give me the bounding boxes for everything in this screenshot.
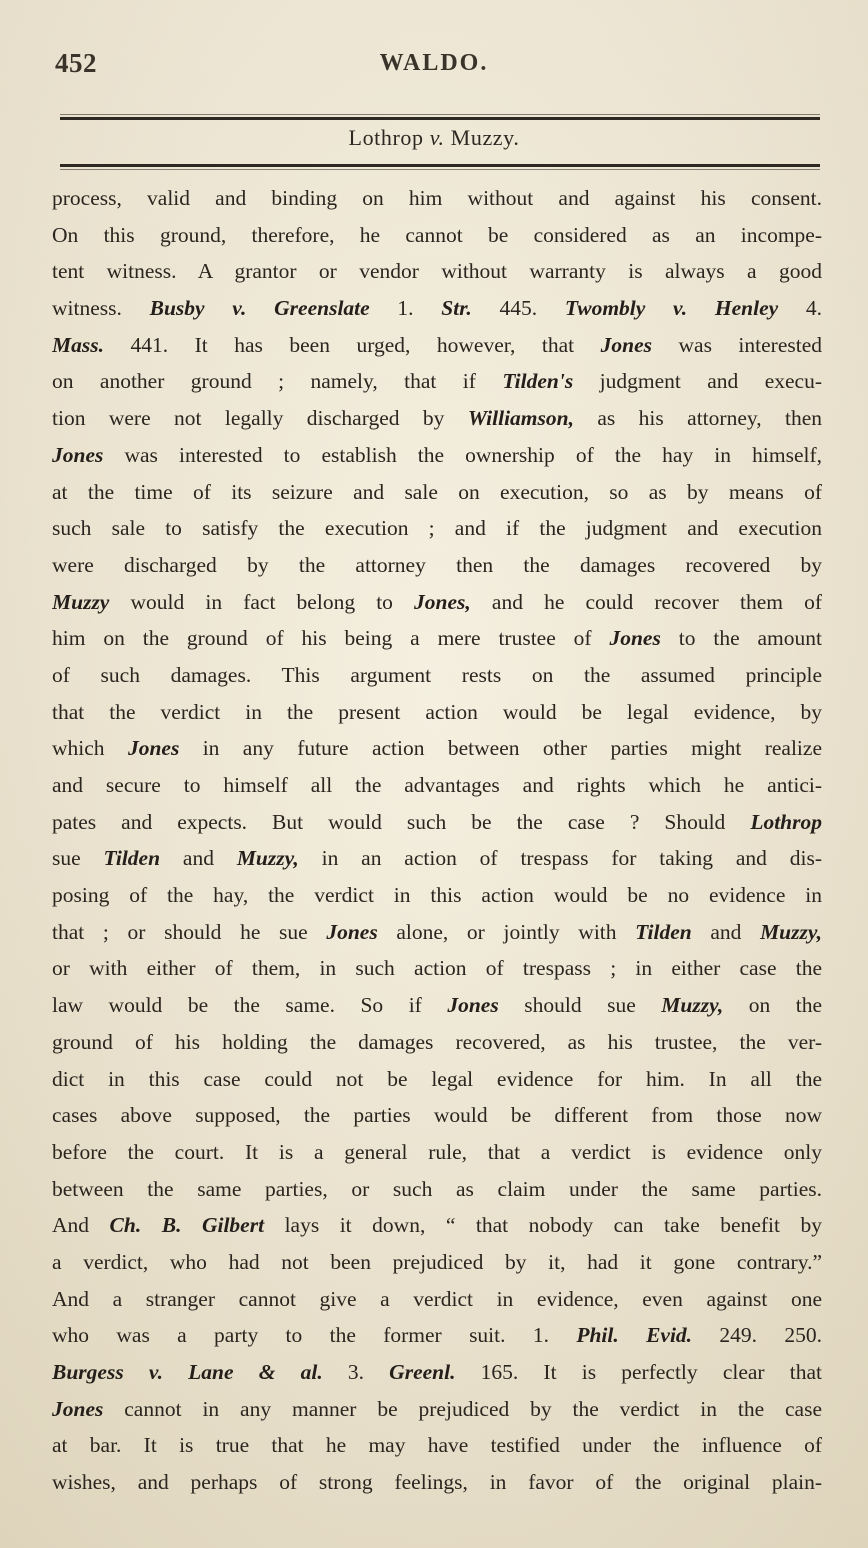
text-segment: 249. 250. <box>692 1323 822 1348</box>
text-segment: alone, or jointly with <box>377 919 636 944</box>
text-line <box>52 1317 822 1354</box>
text-line <box>52 1061 822 1098</box>
italic-citation: Jones <box>127 736 180 761</box>
text-segment: were discharged by the attorney then the damages recovered by <box>52 552 822 577</box>
text-segment: would in fact belong to <box>109 589 415 614</box>
italic-citation: Greenl. <box>389 1360 456 1384</box>
text-segment: that the verdict in the present action would be legal evidence, by <box>52 699 822 724</box>
text-segment: sue <box>52 846 104 871</box>
italic-citation: Jones <box>52 442 104 467</box>
text-segment: him on the ground of his being a mere trustee of <box>52 626 610 651</box>
text-line <box>52 620 822 657</box>
text-segment: at the time of its seizure and sale on execution, so as by means of <box>52 479 822 504</box>
text-segment: who was a party to the former suit. 1. <box>52 1323 577 1348</box>
text-line <box>52 1391 822 1428</box>
text-segment: between the same parties, or such as claim under the same parties. <box>52 1176 822 1201</box>
text-segment: in any future action between other parties might realize <box>179 736 822 761</box>
italic-citation: Muzzy <box>52 589 110 614</box>
text-line <box>52 694 822 731</box>
text-segment: to the amount <box>660 626 822 651</box>
text-segment: 445. <box>471 296 565 321</box>
italic-citation: Tilden <box>103 846 161 871</box>
header-rule-top <box>60 117 820 120</box>
text-line <box>52 1134 822 1171</box>
text-line <box>52 437 822 474</box>
italic-citation: Lothrop <box>750 809 822 834</box>
italic-citation: Busby v. Greenslate <box>149 296 370 321</box>
italic-citation: Jones <box>326 919 378 944</box>
text-segment: and he could recover them of <box>470 589 822 614</box>
italic-citation: Williamson, <box>467 406 574 431</box>
text-segment: that ; or should he sue <box>52 919 327 944</box>
text-segment: on the <box>723 993 822 1018</box>
text-segment: tion were not legally discharged by <box>52 406 468 431</box>
text-segment: at bar. It is true that he may have testified under the influence of <box>52 1433 822 1458</box>
text-line <box>52 180 822 217</box>
text-line <box>52 767 822 804</box>
text-segment: ground of his holding the damages recovered, as his trustee, the ver- <box>52 1029 822 1054</box>
text-segment: On this ground, therefore, he cannot be considered as an incompe- <box>52 222 822 247</box>
case-caption <box>0 125 868 151</box>
text-line <box>52 804 822 841</box>
text-segment: which <box>52 736 128 761</box>
italic-citation: Twombly v. Henley <box>564 296 779 321</box>
text-segment: as his attorney, then <box>573 406 822 431</box>
text-segment: was interested to establish the ownership of the hay in himself, <box>103 442 822 467</box>
text-line <box>52 1171 822 1208</box>
text-segment: dict in this case could not be legal evidence for him. In all the <box>52 1066 822 1091</box>
header-rule-bottom-thin <box>60 169 820 170</box>
text-segment: such sale to satisfy the execution ; and if the judgment and execution <box>52 516 822 541</box>
text-segment: before the court. It is a general rule, that a verdict is evidence only <box>52 1139 822 1164</box>
text-line <box>52 217 822 254</box>
italic-citation: Phil. Evid. <box>576 1323 693 1348</box>
text-line <box>52 327 822 364</box>
text-segment: on another ground ; namely, that if <box>52 369 503 394</box>
text-segment: and secure to himself all the advantages and rights which he antici- <box>52 773 822 797</box>
text-line <box>52 1281 822 1318</box>
text-segment: of such damages. This argument rests on the assumed principle <box>52 662 822 687</box>
text-segment: should sue <box>498 993 662 1018</box>
text-segment: cannot in any manner be prejudiced by the verdict in the case <box>103 1396 822 1421</box>
case-caption-versus: v. <box>429 125 445 150</box>
text-segment: witness. <box>52 296 150 321</box>
text-segment: 1. <box>369 296 442 321</box>
text-line <box>52 1464 822 1501</box>
text-segment: 3. <box>322 1360 390 1384</box>
text-segment: and <box>160 846 237 871</box>
text-segment: a verdict, who had not been prejudiced by it, had it gone contrary.” <box>52 1249 822 1274</box>
text-line <box>52 950 822 987</box>
italic-citation: Muzzy, <box>760 919 822 944</box>
text-segment: And <box>52 1213 110 1238</box>
text-line <box>52 987 822 1024</box>
text-segment: pates and expects. But would such be the case ? Should <box>52 809 751 834</box>
text-segment: and <box>691 919 761 944</box>
text-line <box>52 510 822 547</box>
text-segment: or with either of them, in such action of trespass ; in either case the <box>52 956 822 981</box>
text-line <box>52 914 822 951</box>
text-segment: posing of the hay, the verdict in this action would be no evidence in <box>52 883 822 908</box>
text-segment: in an action of trespass for taking and dis- <box>298 846 822 871</box>
text-segment: cases above supposed, the parties would be different from those now <box>52 1103 822 1128</box>
text-line <box>52 290 822 327</box>
running-head: WALDO. <box>379 50 489 76</box>
text-line <box>52 253 822 290</box>
text-line <box>52 547 822 584</box>
text-segment: was interested <box>652 332 822 357</box>
italic-citation: Muzzy, <box>661 993 724 1018</box>
text-line <box>52 400 822 437</box>
text-line <box>52 840 822 877</box>
text-line <box>52 1354 822 1391</box>
text-line <box>52 730 822 767</box>
text-segment: 4. <box>778 296 822 321</box>
text-segment: tent witness. A grantor or vendor without warranty is always a good <box>52 259 822 284</box>
text-line <box>52 1427 822 1464</box>
text-line <box>52 584 822 621</box>
case-caption-part-2: Muzzy. <box>444 125 520 150</box>
text-line <box>52 363 822 400</box>
text-segment: 165. It is perfectly clear that <box>455 1360 822 1384</box>
italic-citation: Jones <box>447 993 499 1018</box>
text-line <box>52 1097 822 1134</box>
body-text <box>52 180 822 1501</box>
text-line <box>52 1024 822 1061</box>
italic-citation: Jones <box>52 1396 104 1421</box>
italic-citation: Ch. B. Gilbert <box>109 1213 265 1238</box>
text-line <box>52 657 822 694</box>
header-rule-top-thin <box>60 114 820 115</box>
italic-citation: Jones, <box>414 589 471 614</box>
text-segment: judgment and execu- <box>573 369 822 394</box>
text-segment: lays it down, “ that nobody can take benefit by <box>264 1213 822 1238</box>
italic-citation: Tilden <box>635 919 692 944</box>
page-number: 452 <box>55 48 97 78</box>
italic-citation: Jones <box>600 332 653 357</box>
text-segment: law would be the same. So if <box>52 993 448 1018</box>
italic-citation: Tilden's <box>502 369 574 394</box>
italic-citation: Muzzy, <box>236 846 299 871</box>
italic-citation: Burgess v. Lane & al. <box>52 1360 323 1384</box>
header-rule-bottom <box>60 164 820 167</box>
text-line <box>52 877 822 914</box>
text-segment: process, valid and binding on him without and against his consent. <box>52 186 822 210</box>
case-caption-part-1: Lothrop <box>348 125 430 150</box>
italic-citation: Str. <box>441 296 472 321</box>
italic-citation: Jones <box>609 626 661 651</box>
text-segment: 441. It has been urged, however, that <box>103 332 601 357</box>
text-line <box>52 1207 822 1244</box>
italic-citation: Mass. <box>52 332 104 357</box>
text-line <box>52 1244 822 1281</box>
text-segment: And a stranger cannot give a verdict in evidence, even against one <box>52 1286 822 1311</box>
text-line <box>52 474 822 511</box>
text-segment: wishes, and perhaps of strong feelings, in favor of the original plain- <box>52 1470 822 1495</box>
